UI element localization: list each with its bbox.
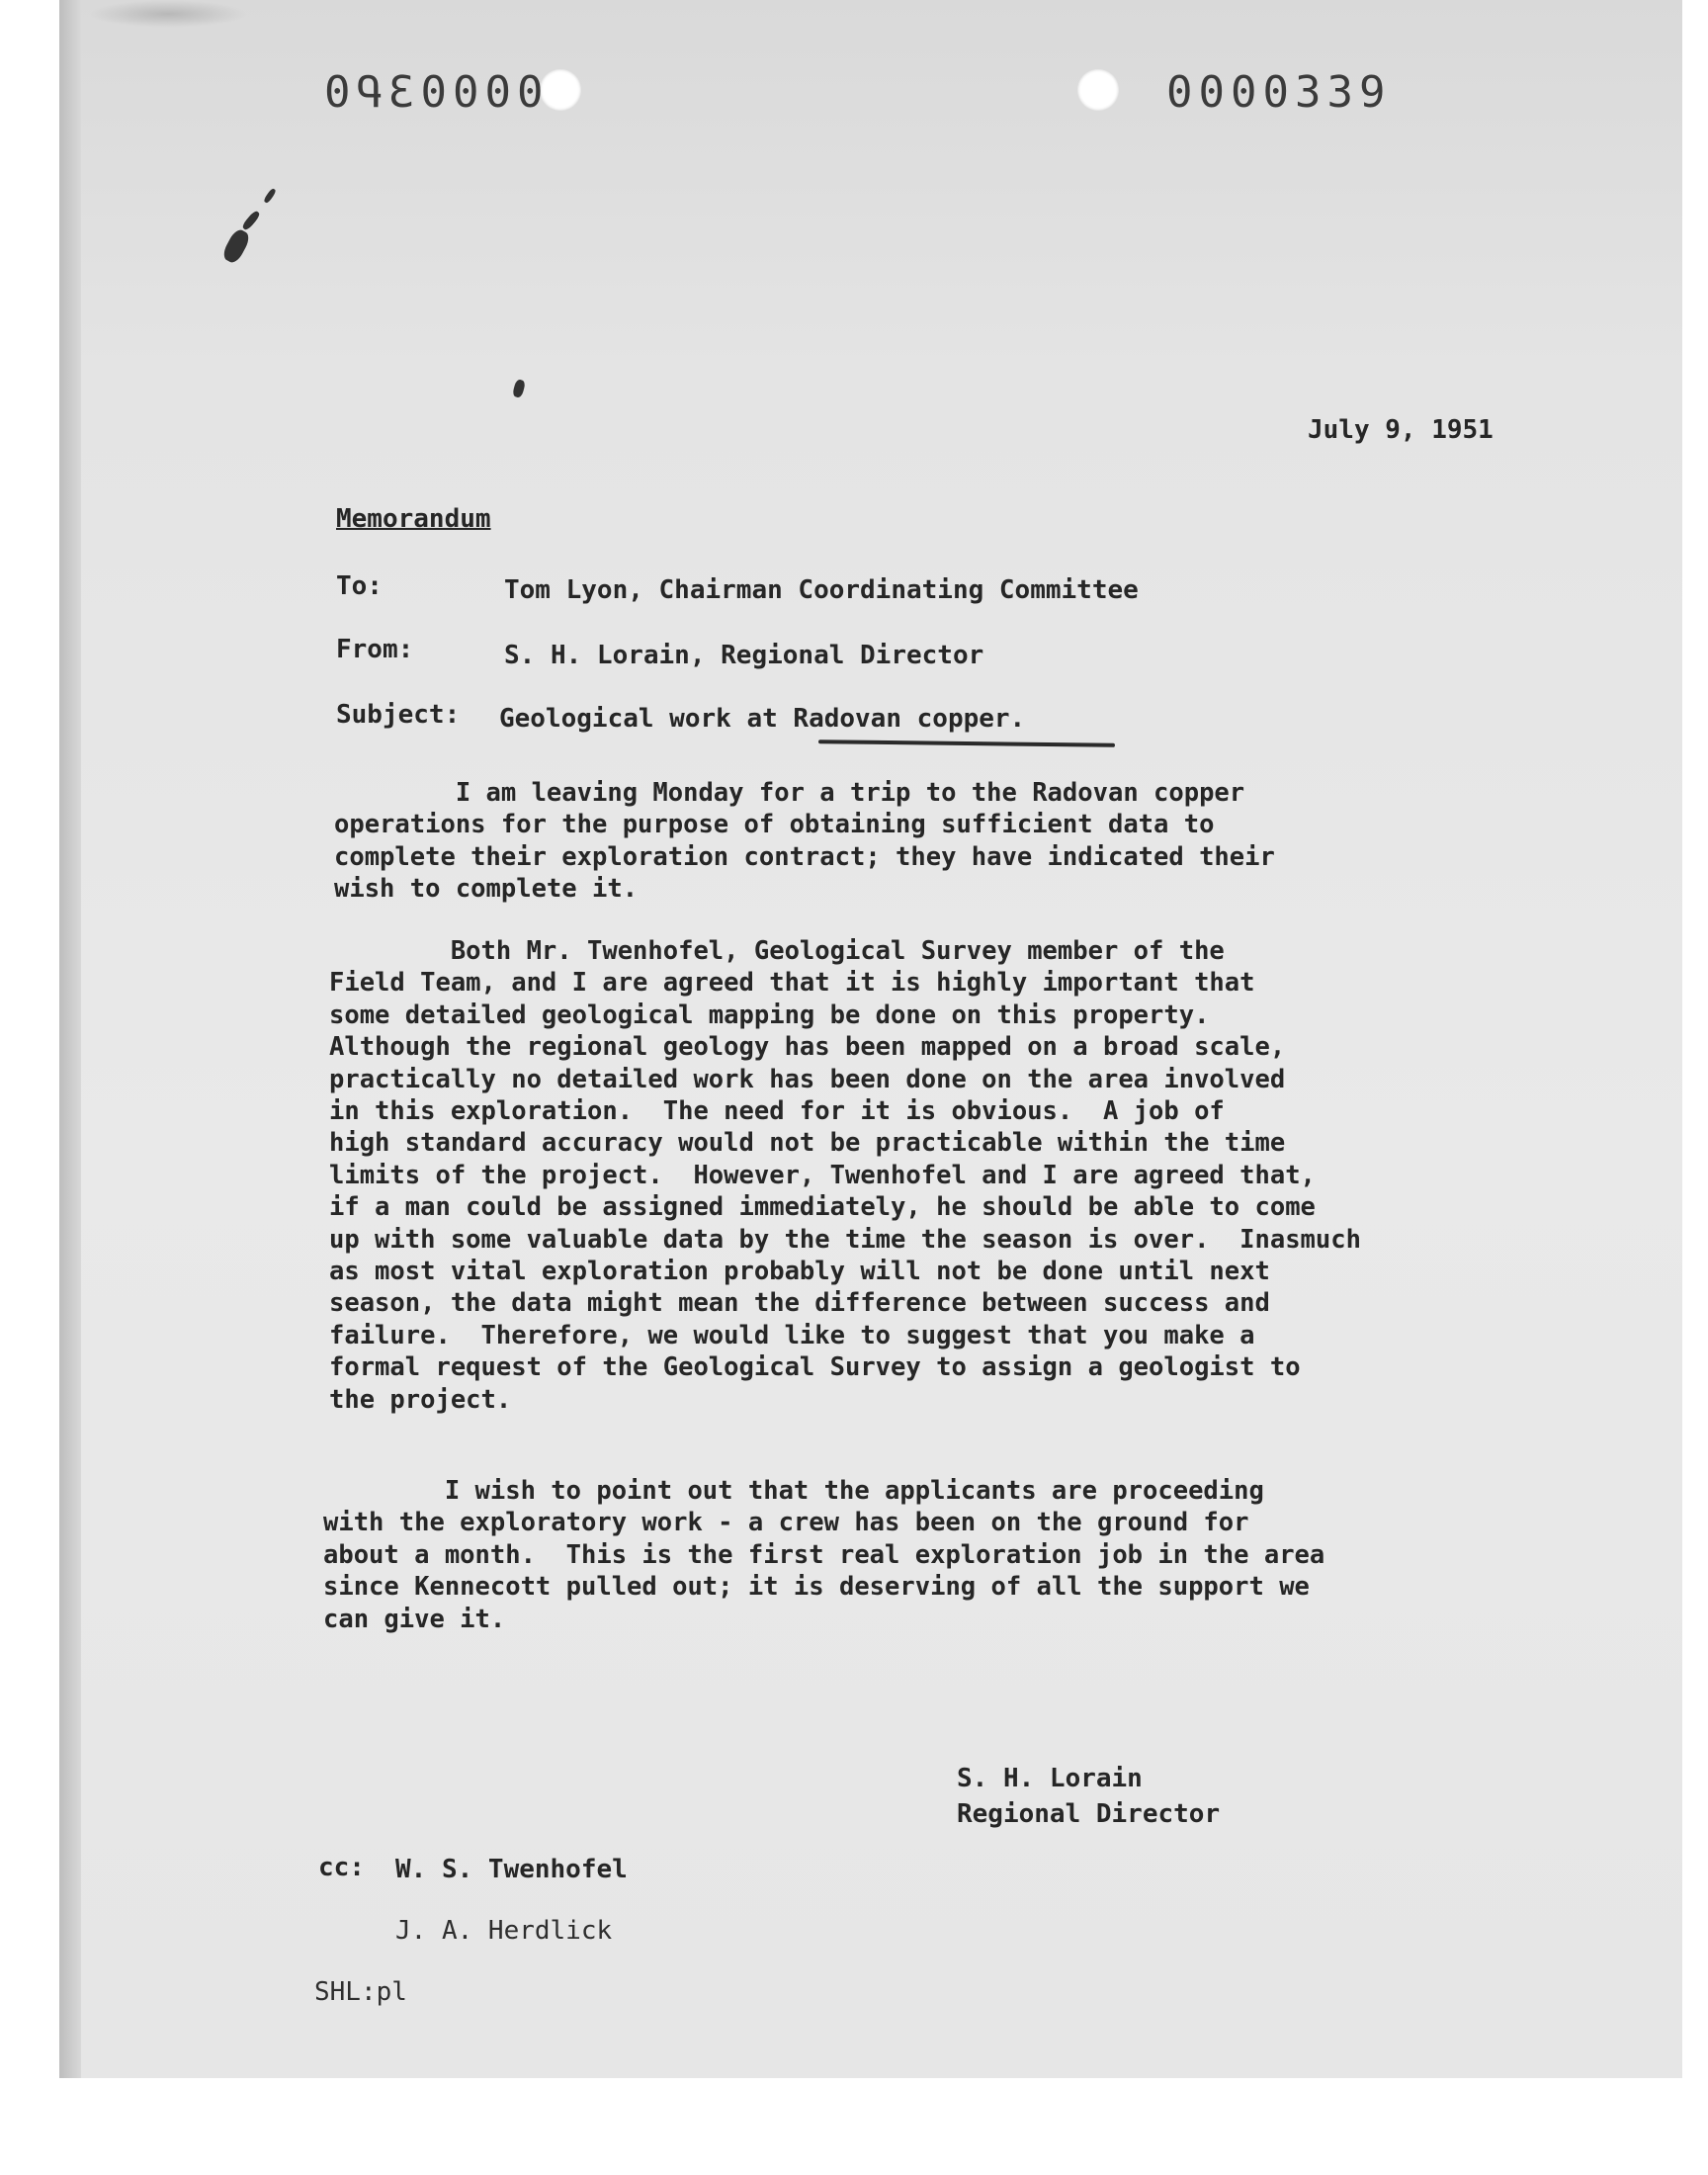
signature-name: S. H. Lorain xyxy=(957,1764,1143,1793)
document-number-stamp-left: 0ԳƐ0000 xyxy=(324,67,550,118)
scan-smudge xyxy=(89,0,247,28)
signature-title: Regional Director xyxy=(957,1799,1221,1829)
ink-mark xyxy=(512,379,526,398)
ink-mark xyxy=(241,210,261,231)
reference-initials: SHL:pl xyxy=(314,1977,407,2007)
from-value: S. H. Lorain, Regional Director xyxy=(504,641,984,670)
cc-label: cc: xyxy=(318,1853,365,1882)
memo-heading: Memorandum xyxy=(336,504,491,534)
body-paragraph-3: I wish to point out that the applicants are proceeding with the exploratory work - a crew has been on the ground for about a month. This is the first real exploration job in the area since Kennecott pulled out; it is deserving of all the support we can give it. xyxy=(323,1476,1325,1634)
document-number-stamp-right: 0000339 xyxy=(1166,67,1392,118)
ink-mark xyxy=(220,227,252,265)
to-value: Tom Lyon, Chairman Coordinating Committee xyxy=(504,575,1139,605)
ink-mark xyxy=(263,188,277,205)
from-label: From: xyxy=(336,635,414,664)
subject-label: Subject: xyxy=(336,700,461,730)
body-paragraph-2: Both Mr. Twenhofel, Geological Survey member of the Field Team, and I are agreed that it is highly important that some detailed geological mapping be done on this property. Although the regional geology has been mapped on a broad scale, practically no detailed work has been done on the area involved in this exploration. The need for it is obvious. A job of high standard accuracy would not be practicable within the time limits of the project. However, Twenhofel and I are agreed that, if a man could be assigned immediately, he should be able to come up with some valuable data by the time the season is over. Inasmuch as most vital exploration probably will not be done until next season, the data might mean the difference between success and failure. Therefore, we would like to suggest that you make a formal request of the Geological Survey to assign a geologist to the project. xyxy=(329,936,1361,1415)
to-label: To: xyxy=(336,571,383,601)
cc-recipient-2: J. A. Herdlick xyxy=(395,1916,613,1946)
memo-date: July 9, 1951 xyxy=(1308,415,1494,445)
cc-recipient-1: W. S. Twenhofel xyxy=(395,1855,628,1884)
scan-edge xyxy=(59,0,81,2078)
punch-hole-right xyxy=(1077,69,1119,111)
body-paragraph-1: I am leaving Monday for a trip to the Radovan copper operations for the purpose of obtaining sufficient data to complete their exploration contract; they have indicated their wish to complete it. xyxy=(334,778,1275,905)
subject-value: Geological work at Radovan copper. xyxy=(499,704,1026,734)
